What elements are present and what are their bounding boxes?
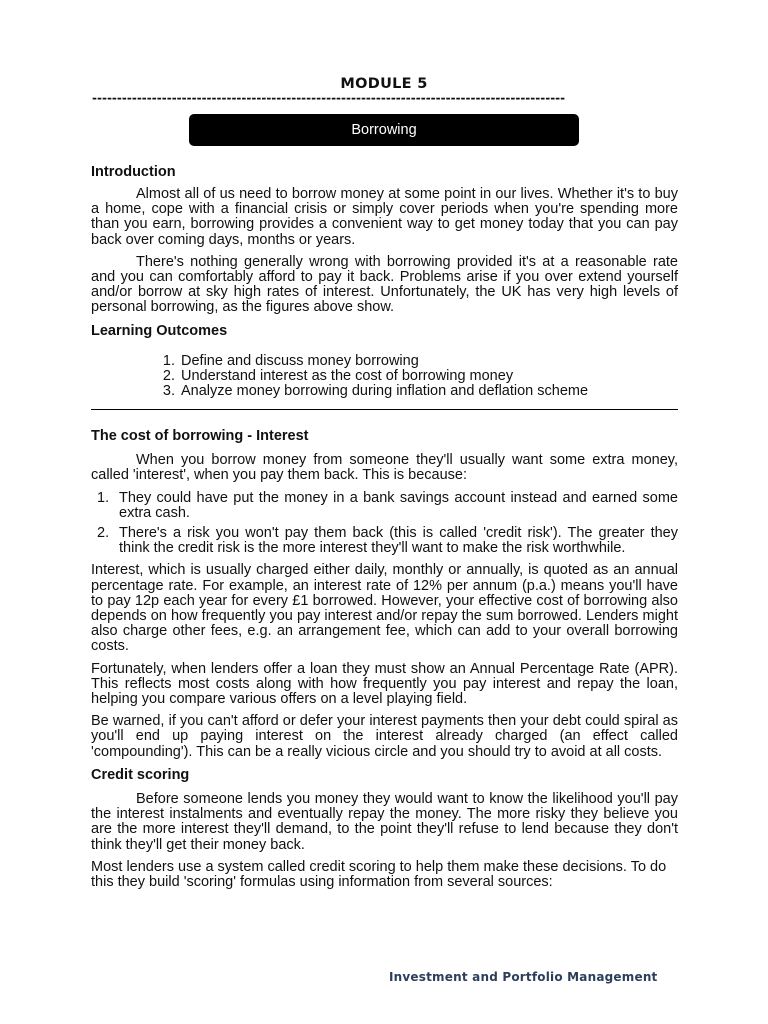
- list-number: 2.: [162, 367, 175, 384]
- banner-title: Borrowing: [351, 122, 417, 138]
- dashed-divider: -----------------------------------------------------------------------------------------------: [92, 91, 566, 105]
- learning-outcomes-list: [91, 354, 678, 400]
- list-item-text: They could have put the money in a bank savings account instead and earned some extra cash.: [119, 489, 678, 521]
- learning-outcomes-heading: Learning Outcomes: [91, 322, 228, 339]
- list-item-text: Understand interest as the cost of borrowing money: [181, 367, 514, 384]
- list-number: 3.: [162, 383, 175, 400]
- credit-scoring-paragraph-1: Before someone lends you money they would want to know the likelihood you'll pay the interest instalments and eventually repay the money. The more risky they believe you are the more interest they'll demand, to the point they'll refuse to lend because they don't think they'll get their money back.: [91, 790, 678, 853]
- list-number: 1.: [97, 489, 110, 506]
- credit-scoring-paragraph-2: Most lenders use a system called credit scoring to help them make these decisions. To do this they build 'scoring' formulas using information from several sources:: [91, 858, 667, 890]
- horizontal-rule: [91, 409, 678, 410]
- list-item: [162, 367, 678, 384]
- introduction-paragraph-1: Almost all of us need to borrow money at some point in our lives. Whether it's to buy a home, cope with a financial crisis or simply cover periods when you're spending more than you earn, borrowing provides a convenient way to get money today that you can pay back over coming days, months or years.: [91, 186, 678, 248]
- list-item-text: There's a risk you won't pay them back (this is called 'credit risk'). The greater they think the credit risk is the more interest they'll want to make the risk worthwhile.: [119, 525, 678, 557]
- credit-scoring-heading: Credit scoring: [91, 766, 190, 783]
- main-content: [91, 164, 678, 897]
- apr-paragraph: Fortunately, when lenders offer a loan they must show an Annual Percentage Rate (APR). This reflects most costs along with how frequently you pay interest and repay the loan, helping you compare various offers on a level playing field.: [91, 660, 678, 708]
- list-item: [162, 352, 678, 369]
- list-item: [162, 383, 678, 400]
- cost-intro-paragraph: When you borrow money from someone they'll usually want some extra money, called 'interest', when you pay them back. This is because:: [91, 452, 678, 484]
- list-number: 2.: [97, 525, 110, 542]
- introduction-paragraph-2: There's nothing generally wrong with borrowing provided it's at a reasonable rate and you can comfortably afford to pay it back. Problems arise if you over extend yourself and/or borrow at sky high rates of interest. Unfortunately, the UK has very high levels of personal borrowing, as the figures above show.: [91, 253, 678, 316]
- module-title: MODULE 5: [340, 76, 428, 92]
- interest-paragraph: Interest, which is usually charged either daily, monthly or annually, is quoted as an annual percentage rate. For example, an interest rate of 12% per annum (p.a.) means you'll have to pay 12p each year for every £1 borrowed. However, your effective cost of borrowing also depends on how frequently you pay interest and/or repay the sum borrowed. Lenders might also charge other fees, e.g. an arrangement fee, which can add to your overall borrowing costs.: [91, 562, 678, 655]
- page-footer: Investment and Portfolio Management: [389, 970, 658, 984]
- list-item-text: Define and discuss money borrowing: [181, 352, 419, 369]
- list-item: [91, 491, 678, 521]
- cost-of-borrowing-heading: The cost of borrowing - Interest: [91, 428, 309, 445]
- list-item: [91, 526, 678, 556]
- introduction-heading: Introduction: [91, 164, 176, 180]
- list-number: 1.: [162, 352, 175, 369]
- section-banner: [189, 114, 579, 146]
- list-item-text: Analyze money borrowing during inflation and deflation scheme: [181, 383, 589, 400]
- reasons-list: [91, 491, 678, 557]
- warning-paragraph: Be warned, if you can't afford or defer your interest payments then your debt could spiral as you'll end up paying interest on the interest already charged (an effect called 'compounding'). This can be a really vicious circle and you should try to avoid at all costs.: [91, 713, 678, 760]
